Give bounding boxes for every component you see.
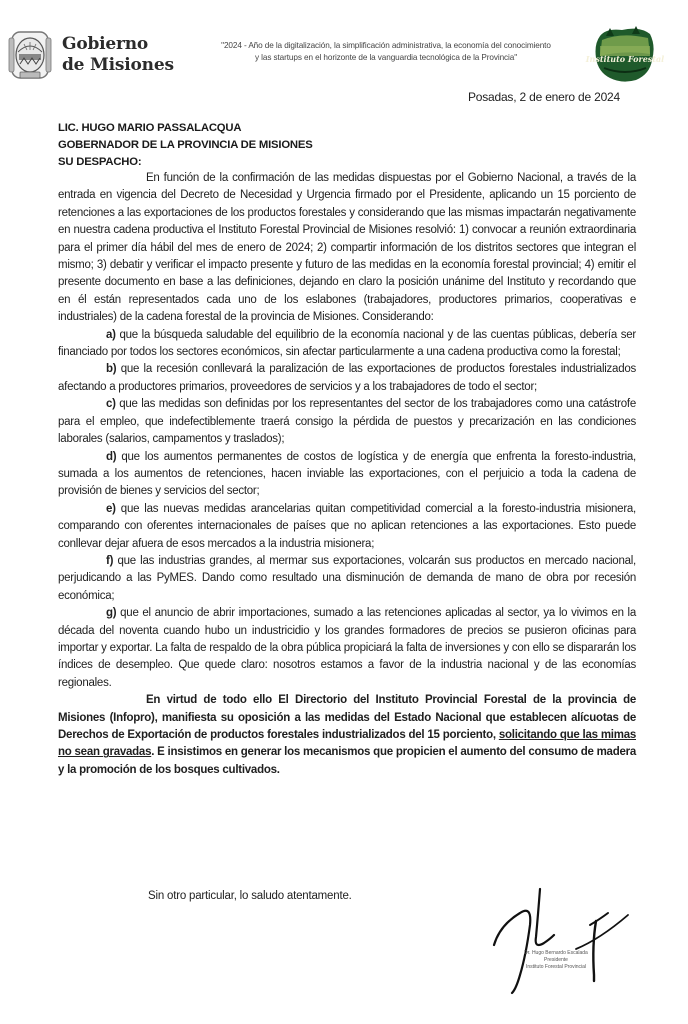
considerando-item: e) que las nuevas medidas arancelarias quitan competitividad comercial a la foresto-industria misionera, comparando con oferentes internacionales de países que no aplican retenciones a las exportaciones. Esto puede conllevar dejar afuera de esos mercados a la industria misionera;: [58, 502, 636, 550]
signer-organization: Instituto Forestal Provincial: [525, 964, 587, 970]
svg-text:Instituto Forestal: Instituto Forestal: [585, 54, 665, 64]
handwritten-signature-icon: [480, 885, 640, 995]
instituto-forestal-logo-icon: [585, 24, 665, 84]
request-underlined: solicitando que las mimas no sean gravadas: [58, 729, 637, 759]
considerando-item: g) que el anuncio de abrir importaciones, sumado a las retenciones aplicadas al sector, ya lo vivimos en la década del noventa cuando hubo un industricidio y los grandes formadores de precios se pusieron oficinas para importar y exportar. La falta de respaldo de la obra pública propiciará la falta de inversiones y con ello se dispararán los índices de desempleo. Que quede claro: nosotros estamos a favor de la industria nacional y de las economías regionales.: [58, 607, 636, 689]
recipient-block: [58, 120, 313, 171]
closing-line: Sin otro particular, lo saludo atentamente.: [148, 890, 352, 902]
intro-paragraph: En función de la confirmación de las medidas dispuestas por el Gobierno Nacional, a través de la entrada en vigencia del Decreto de Necesidad y Urgencia firmado por el Presidente, aplicando un 15 porciento de retenciones a las exportaciones de los productos forestales y considerando que las mismas impactarán negativamente en nuestra cadena productiva el Instituto Forestal Provincial de Misiones resolvió: 1) convocar a reunión extraordinaria para el primer día hábil del mes de enero de 2024; 2) compartir información de los distritos sectores que integran el mismo; 3) debatir y verificar el impacto presente y futuro de las medidas en la economía forestal provincial; 4) emitir el presente documento en base a las definiciones, dejando en claro la posición unánime del Instituto y recordando que en él están representados cada uno de los eslabones (trabajadores, productores primarios, cooperativas e industriales) de la cadena forestal de la provincia de Misiones. Considerando:: [58, 172, 636, 324]
government-name: Gobierno de Misiones: [62, 34, 174, 75]
provincial-seal-icon: [8, 28, 52, 82]
considerando-item: f) que las industrias grandes, al mermar sus exportaciones, volcarán sus productos en mercado nacional, perjudicando a las PyMES. Dando como resultado una disminución de demanda de mano de obra por recesión económica;: [58, 554, 636, 602]
considerando-item: b) que la recesión conllevará la paralización de las exportaciones de productos forestales industrializados afectando a productores primarios, proveedores de servicios y a los trabajadores de todo el sector;: [58, 363, 636, 393]
signature-caption: [506, 950, 606, 971]
recipient-name: LIC. HUGO MARIO PASSALACQUA: [58, 122, 242, 134]
signer-name: Dr. Hugo Bernardo Escalada: [524, 950, 588, 956]
considerando-item: c) que las medidas son definidas por los representantes del sector de los trabajadores como una catástrofe para el empleo, que indefectiblemente traerá consigo la pérdida de puestos y precarización en las condiciones laborales (salarios, campamentos y traslados);: [58, 398, 636, 446]
item-label: g): [106, 607, 117, 620]
item-label: f): [106, 554, 114, 567]
letter-body: [58, 170, 636, 779]
item-label: c): [106, 398, 116, 411]
recipient-title: GOBERNADOR DE LA PROVINCIA DE MISIONES: [58, 139, 313, 151]
item-label: b): [106, 363, 117, 376]
conclusion-paragraph: En virtud de todo ello El Directorio del Instituto Provincial Forestal de la provincia de Misiones (Infopro), manifiesta su oposición a las medidas del Estado Nacional que establecen alícuotas de Derechos de Exportación de productos forestales industrializados del 15 porciento, solicitando que las mimas no sean gravadas. E insistimos en generar los mecanismos que propicien el aumento del consumo de madera y la promoción de los bosques cultivados.: [58, 694, 637, 776]
signer-role: Presidente: [544, 957, 568, 963]
item-label: a): [106, 328, 116, 341]
item-label: e): [106, 502, 116, 515]
year-motto: "2024 - Año de la digitalización, la simplificación administrativa, la economía del conocimiento y las startups en el horizonte de la vanguardia tecnológica de la Provincia": [221, 41, 551, 62]
recipient-greeting: SU DESPACHO:: [58, 156, 142, 168]
considerando-item: a) que la búsqueda saludable del equilibrio de la economía nacional y de las cuentas públicas, debería ser financiado por todos los sectores económicos, sin afectar particularmente a una cadena productiva como la forestal;: [58, 328, 636, 359]
letterhead: [0, 0, 688, 90]
considerando-item: d) que los aumentos permanentes de costos de logística y de energía que enfrenta la foresto-industria, sumada a los aumentos de retenciones, hacen inviable las exportaciones, con el perjuicio a toda la cadena de provisión de bienes y servicios del sector;: [58, 450, 636, 498]
letter-date: Posadas, 2 de enero de 2024: [467, 90, 620, 104]
item-label: d): [106, 450, 117, 463]
